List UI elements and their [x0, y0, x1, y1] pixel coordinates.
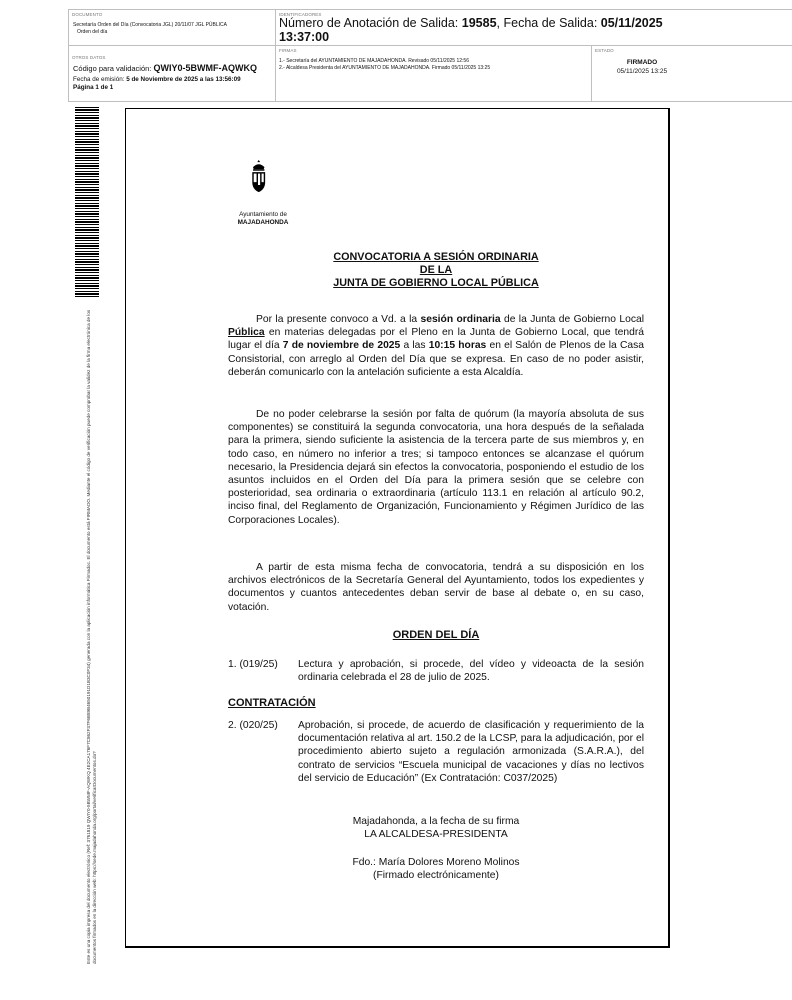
signature-name: Fdo.: María Dolores Moreno Molinos: [352, 857, 520, 868]
firma-2: 2.- Alcaldesa Presidenta del AYUNTAMIENTO DE MAJADAHONDA. Firmado 05/11/2025 13:25: [279, 65, 491, 71]
page-title: CONVOCATORIA A SESIÓN ORDINARIA DE LA JUNTA DE GOBIERNO LOCAL PÚBLICA: [333, 251, 539, 289]
crown-coat-of-arms-icon: [228, 160, 298, 210]
signature-role: LA ALCALDESA-PRESIDENTA: [364, 829, 508, 840]
firmas-label: FIRMAS: [279, 48, 297, 53]
documento-label: DOCUMENTO: [72, 12, 103, 17]
identificadores-label: IDENTIFICADORES: [279, 12, 322, 17]
contratacion-heading: CONTRATACIÓN: [228, 697, 316, 709]
documento-line2: Orden del día: [77, 29, 108, 35]
document-header: [68, 9, 792, 102]
estado-cell: [591, 45, 792, 102]
estado-fecha: 05/11/2025 13:25: [616, 68, 668, 75]
identificadores-cell: [275, 9, 792, 46]
otros-label: OTROS DATOS: [72, 55, 106, 60]
agenda-item-2: [228, 719, 644, 799]
barcode: [75, 107, 99, 297]
agenda-item-1: [228, 658, 644, 686]
firmas-cell: [275, 45, 592, 102]
agenda-item-2-number: 2. (020/25): [228, 720, 278, 731]
agenda-item-1-text: Lectura y aprobación, si procede, del vídeo y videoacta de la sesión ordinaria celebrada el 28 de julio de 2025.: [298, 659, 644, 684]
signature-place-date: Majadahonda, a la fecha de su firma: [352, 816, 520, 827]
orden-del-dia-heading: ORDEN DEL DÍA: [392, 629, 480, 641]
fecha-emision: Fecha de emisión: 5 de Noviembre de 2025 a las 13:56:09: [73, 76, 241, 83]
codigo-validacion: Código para validación: QWIY0-5BWMF-AQWKQ: [73, 63, 257, 73]
documento-cell: [68, 9, 276, 46]
verification-sidebar-text: Este es una copia impresa del documento electrónico (Ref: 3761819 QWIY0-5BWMF-AQWKQ 4E2CA176F7C862F37F6B89B4650191D1B3C0F34) generada con la aplicación informática Firmadoc. El documento está FIRMADO. Mediante el código de verificación puede comprobar la validez de la firma electrónica de los documentos firmados en la dirección web: https://sede.majadahonda.org/portal/verificarDocumentos.do?: [86, 309, 97, 964]
estado-value: FIRMADO: [626, 59, 658, 66]
paragraph-convocatoria: Por la presente convoco a Vd. a la sesión ordinaria de la Junta de Gobierno Local Pública en materias delegadas por el Pleno en la Junta de Gobierno Local, que tendrá lugar el día 7 de noviembre de 2025 a las 10:15 horas en el Salón de Plenos de la Casa Consistorial, con arreglo al Orden del Día que se expresa. En caso de no poder asistir, deberán comunicarlo con la antelación suficiente a esta Alcaldía.: [228, 314, 644, 378]
otros-datos-cell: [68, 45, 276, 102]
anotacion-salida: Número de Anotación de Salida: 19585, Fecha de Salida: 05/11/2025 13:37:00: [279, 16, 663, 44]
signature-electronic: (Firmado electrónicamente): [373, 870, 499, 881]
paragraph-quorum: De no poder celebrarse la sesión por falta de quórum (la mayoría absoluta de sus componentes) se constituirá la segunda convocatoria, una hora después de la señalada para la primera, siendo suficiente la asistencia de la tercera parte de sus miembros y, en todo caso, en número no inferior a tres; si tampoco entonces se alcanzase el quórum necesario, la Presidencia dejará sin efectos la convocatoria, posponiendo el estudio de los asuntos incluidos en el Orden del Día para la primera sesión que se celebre con posterioridad, sea ordinaria o extraordinaria (artículo 113.1 en relación al artículo 90.2, inciso final, del Reglamento de Organización, Funcionamiento y Régimen Jurídico de las Corporaciones Locales).: [228, 409, 644, 526]
logo-text: Ayuntamiento de MAJADAHONDA: [237, 211, 289, 226]
agenda-item-1-number: 1. (019/25): [228, 659, 278, 670]
pagina: Página 1 de 1: [73, 84, 114, 91]
paragraph-disposicion: A partir de esta misma fecha de convocatoria, tendrá a su disposición en los archivos electrónicos de la Secretaría General del Ayuntamiento, todos los expedientes y documentos y cuantos antecedentes deban servir de base al debate o, en su caso, votación.: [228, 562, 644, 613]
agenda-item-2-text: Aprobación, si procede, de acuerdo de clasificación y requerimiento de la documentación relativa al art. 150.2 de la LCSP, para la adjudicación, por el procedimiento abierto sujeto a regulación armonizada (S.A.R.A.), del contrato de servicios “Escuela municipal de vacaciones y días no lectivos del servicio de Educación” (Ex Contratación: C037/2025): [298, 720, 644, 784]
firma-1: 1.- Secretaría del AYUNTAMIENTO DE MAJADAHONDA. Revisado 05/11/2025 12:56: [279, 58, 469, 64]
documento-line1: Secretaría Orden del Día (Convocatoria JGL) 20/11/07 JGL PÚBLICA: [73, 22, 227, 28]
estado-label: ESTADO: [595, 48, 614, 53]
